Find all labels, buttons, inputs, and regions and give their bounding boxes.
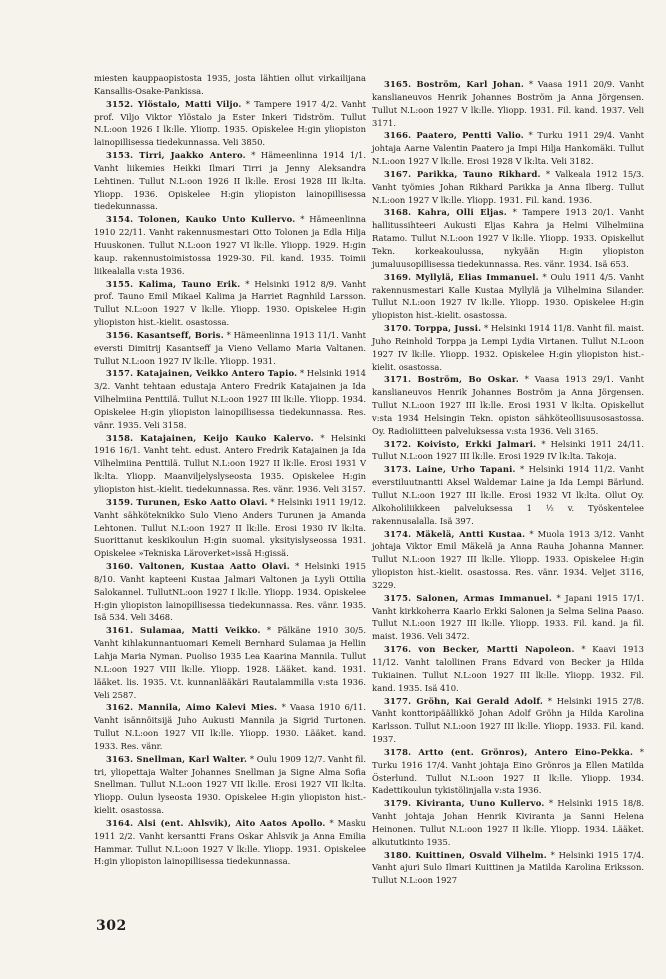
register-entry [94,278,366,329]
entry-heading: 3173. Laine, Urho Tapani. [384,464,516,475]
register-entry [94,560,366,624]
entry-heading: 3175. Salonen, Armas Immanuel. [384,592,552,603]
entry-text: * Helsinki 1915 17/4. Vanht ajuri Sulo Ilmari Kuittinen ja Matilda Karolina Eriksson. Tullut N.L:oon 1927 [372,849,644,886]
entry-heading: 3180. Kuittinen, Osvald Vilhelm. [384,849,547,860]
register-entry [372,322,644,373]
entry-text: * Helsinki 1914 11/2. Vanht everstiluutnantti Aksel Waldemar Laine ja Ida Lempi Bärlund. Tullut N.L:oon 1927 III lk:lle. Erosi 1932 VI lk:lta. Ollut Oy. Alkoholiliikkeen palveluksessa 1 ½ v. Työskentelee rakennusalalla. Isä 397. [372,464,644,526]
entry-text: * Vaasa 1913 29/1. Vanht kanslianeuvos Henrik Johannes Boström ja Anna Jörgensen. Tullut N.L:oon 1927 III lk:lle. Erosi 1931 V lk:lta. Opiskellut v:sta 1934 Helsingin Tekn. opiston sähköteollisuusosastossa. Oy. Radioliitteen palveluksessa v:sta 1936. Veli 3165. [372,374,644,436]
entry-text: * Helsinki 1915 27/8. Vanht konttoripäällikkö Johan Adolf Gröhn ja Hilda Karolina Karlsson. Tullut N.L:oon 1927 III lk:lle. Yliopp. 1933. Fil. kand. 1937. [372,695,645,745]
entry-heading: 3166. Paatero, Pentti Valio. [384,130,524,141]
entry-text: * Helsinki 1911 24/11. Tullut N.L:oon 1927 III lk:lle. Erosi 1929 IV lk:lta. Takoja. [372,438,644,462]
entry-heading: 3159. Turunen, Esko Aatto Olavi. [106,496,268,507]
register-entry [94,213,366,277]
entry-text: * Helsinki 1915 18/8. Vanht johtaja Johan Henrik Kiviranta ja Sanni Helena Heinonen. Tullut N.L:oon 1927 II lk:lle. Yliopp. 1934. Lääket. alkututkinto 1935. [372,798,644,847]
register-entry [94,624,366,701]
entry-heading: 3162. Mannila, Aimo Kalevi Mies. [106,702,278,713]
entry-text: * Turku 1916 17/4. Vanht johtaja Eino Grönros ja Ellen Matilda Österlund. Tullut N.L:oon 1927 II lk:lle. Yliopp. 1934. Kadettikoulun tykistölinjalla v:sta 1936. [372,746,644,796]
register-entry [372,206,644,270]
entry-heading: 3161. Sulamaa, Matti Veikko. [106,625,261,636]
entry-heading: 3172. Koivisto, Erkki Jalmari. [384,438,537,449]
register-entry [372,643,644,694]
register-entry [372,129,644,168]
entry-heading: 3164. Alsi (ent. Ahlsvik), Aito Aatos Apollo. [106,817,326,828]
entry-text: * Helsinki 1914 3/2. Vanht tehtaan edustaja Antero Fredrik Katajainen ja Ida Vilhelmiina Penttilä. Tullut N.L:oon 1927 III lk:lle. Yliopp. 1934. Opiskelee H:gin yliopiston lainopillisessa tiedekunnassa. Res. vänr. 1935. Veli 3158. [94,368,366,430]
register-entry [94,98,366,149]
entry-heading: 3174. Mäkelä, Antti Kustaa. [384,528,526,539]
entry-text: * Oulu 1911 4/5. Vanht rakennusmestari Kalle Kustaa Myllylä ja Vilhelmina Silander. Tullut N.L:oon 1927 IV lk:lle. Yliopp. 1930. Opiskelee H:gin yliopiston hist.-kielit. osastossa. [372,271,645,321]
entry-text: * Pälkäne 1910 30/5. Vanht kihlakunnantuomari Kemeli Bernhard Sulamaa ja Hellin Lahja Maria Nyman. Puoliso 1935 Lea Kaarina Mannila. Tullut N.L:oon 1927 VIII lk:lle. Yliopp. 1928. Lääket. kand. 1931. lääket. lis. 1935. V.t. kunnanlääkäri Rautalammilla v:sta 1936. Veli 2587. [94,625,367,700]
left-column [94,72,366,868]
entry-heading: 3171. Boström, Bo Oskar. [384,374,519,385]
entry-heading: 3158. Katajainen, Keijo Kauko Kalervo. [106,432,314,443]
entry-heading: 3177. Gröhn, Kai Gerald Adolf. [384,695,544,706]
entry-text: * Kaavi 1913 11/12. Vanht talollinen Frans Edvard von Becker ja Hilda Tukiainen. Tullut N.L:oon 1927 III lk:lle. Yliopp. 1932. Fil. kand. 1935. Isä 410. [372,644,644,693]
register-entry [372,463,644,527]
entry-text: * Tampere 1917 4/2. Vanht prof. Viljo Viktor Ylöstalo ja Ester Inkeri Tidström. Tullut N.L:oon 1926 I lk:lle. Ylioпp. 1935. Opiskelee H:gin yliopiston lainopillisessa tiedekunnassa. Veli 3850. [94,98,366,148]
register-entry [94,329,366,368]
entry-text: * Hämeenlinna 1913 11/1. Vanht eversti Dimitrij Kasantseff ja Vieno Vellamo Maria Valtanen. Tullut N.L:oon 1927 IV lk:lle. Yliopp. 1931. [94,329,367,366]
register-entry [94,432,366,496]
entry-text: * Helsinki 1915 8/10. Vanht kapteeni Kustaa Jalmari Valtonen ja Lyyli Ottilia Salokannel. TullutNL:oon 1927 I lk:lle. Yliopp. 1934. Opiskelee H:gin yliopiston lainopillisessa tiedekunnassa. Res. vänr. 1935. Isä 534. Veli 3468. [94,561,366,623]
register-entry [94,496,366,560]
entry-heading: 3153. Tirri, Jaakko Antero. [106,150,246,161]
entry-heading: 3163. Snellman, Karl Walter. [106,753,248,764]
page-number: 302 [96,918,127,934]
register-entry [372,168,644,207]
entry-heading: 3155. Kalima, Tauno Erik. [106,278,241,289]
register-entry [372,271,644,322]
register-entry [94,367,366,431]
entry-text: * Valkeala 1912 15/3. Vanht työmies Johan Rikhard Parikka ja Anna Ilberg. Tullut N.L:oon 1927 V lk:lle. Yliopp. 1931. Fil. kand. 1936. [372,168,644,205]
entry-text: * Hämeenlinna 1910 22/11. Vanht rakennusmestari Otto Tolonen ja Edla Hilja Huuskonen. Tullut N.L:oon 1927 VI lk:lle. Yliopp. 1929. H:gin kaup. rakennustoimistossa 1929-30. Fil. kand. 1935. Toimii liikealalla v:sta 1936. [94,214,366,276]
entry-text: * Japani 1915 17/1. Vanht kirkkoherra Kaarlo Erkki Salonen ja Selma Selina Paaso. Tullut N.L:oon 1927 III lk:lle. Yliopp. 1933. Fil. kand. ja fil. maist. 1936. Veli 3472. [372,592,644,642]
register-entry [372,373,644,437]
register-entry [372,592,644,643]
entry-text: * Masku 1911 2/2. Vanht kersantti Frans Oskar Ahlsvik ja Anna Emilia Hammar. Tullut N.L:oon 1927 V lk:lle. Yliopp. 1931. Opiskelee H:gin yliopiston lainopillisessa tiedekunnassa. [94,817,367,867]
entry-heading: 3156. Kasantseff, Boris. [106,329,224,340]
entry-heading: 3165. Boström, Karl Johan. [384,79,524,89]
entry-heading: 3170. Torppa, Jussi. [384,323,482,334]
entry-text: * Helsinki 1914 11/8. Vanht fil. maist. Juho Reinhold Torppa ja Lempi Lydia Virtanen. Tullut N.L:oon 1927 IV lk:lle. Yliopp. 1932. Opiskelee H:gin yliopiston hist.-kielit. osastossa. [372,323,644,372]
register-entry [372,528,644,592]
register-entry [372,695,644,746]
entry-text: miesten kauppaopistosta 1935, josta lähtien ollut virkailijana Kansallis-Osake-Pankissa. [94,73,366,96]
entry-text: * Oulu 1909 12/7. Vanht fil. tri, yliopettaja Walter Johannes Snellman ja Signe Alma Sofia Snellman. Tullut N.L:oon 1927 VII lk:lle. Erosi 1927 VII lk:lta. Yliopp. Oulun lyseosta 1930. Opiskelee H:gin yliopiston hist.-kielit. osastossa. [94,753,366,816]
entry-text: * Helsinki 1912 8/9. Vanht prof. Tauno Emil Mikael Kalima ja Harriet Ragnhild Larsson. Tullut N.L:oon 1927 V lk:lle. Yliopp. 1930. Opiskelee H:gin yliopiston hist.-kielit. osastossa. [94,278,367,328]
entry-text: * Vaasa 1910 6/11. Vanht isännöitsijä Juho Aukusti Mannila ja Sigrid Turtonen. Tullut N.L:oon 1927 VII lk:lle. Yliopp. 1930. Lääket. kand. 1933. Res. vänr. [94,702,367,751]
entry-heading: 3167. Parikka, Tauno Rikhard. [384,168,541,179]
entry-heading: 3157. Katajainen, Veikko Antero Tapio. [106,368,298,379]
register-entry [94,701,366,752]
entry-text: * Tampere 1913 20/1. Vanht hallitussihteeri Aukusti Eljas Kahra ja Helmi Vilhelmiina Ratamo. Tullut N.L:oon 1927 V lk:lle. Yliopp. 1933. Opiskellut Tekn. korkeakoulussa, nykyään H:gin yliopiston jumaluusopillisessa tiedekunnassa. Res. vänr. 1934. Isä 653. [372,207,644,269]
register-entry [372,78,644,129]
entry-text: * Hämeenlinna 1914 1/1. Vanht liikemies Heikki Ilmari Tirri ja Jenny Aleksandra Lehtinen. Tullut N.L:oon 1926 II lk:lle. Erosi 1928 III lk:lta. Yliopp. 1936. Opiskelee H:gin yliopiston lainopillisessa tiedekunnassa. [94,150,366,212]
entry-heading: 3152. Ylöstalo, Matti Viljo. [106,98,242,109]
entry-heading: 3154. Tolonen, Kauko Unto Kullervo. [106,214,296,225]
register-entry [94,817,366,868]
register-entry [372,746,644,797]
entry-text: * Turku 1911 29/4. Vanht johtaja Aarne Valentin Paatero ja Impi Hilja Hankomäki. Tullut N.L:oon 1927 V lk:lle. Erosi 1928 V lk:lta. Veli 3182. [372,130,644,167]
entry-heading: 3179. Kiviranta, Uuno Kullervo. [384,798,545,809]
entry-heading: 3176. von Becker, Martti Napoleon. [384,644,575,655]
entry-text: * Vaasa 1911 20/9. Vanht kanslianeuvos Henrik Johannes Boström ja Anna Jörgensen. Tullut N.L:oon 1927 V lk:lle. Yliopp. 1931. Fil. kand. 1937. Veli 3171. [372,79,644,128]
entry-heading: 3168. Kahra, Olli Eljas. [384,207,507,218]
entry-heading: 3169. Myllylä, Elias Immanuel. [384,271,539,282]
register-entry [372,849,644,888]
entry-text: * Muola 1913 3/12. Vanht johtaja Viktor Emil Mäkelä ja Anna Rauha Johanna Manner. Tullut N.L:oon 1927 III lk:lle. Yliopp. 1933. Opiskelee H:gin yliopiston hist.-kielit. osastossa. Res. vänr. 1934. Veljet 3116, 3229. [372,528,644,590]
entry-heading: 3160. Valtonen, Kustaa Aatto Olavi. [106,561,290,572]
register-entry [94,753,366,817]
register-entry [372,438,644,464]
register-entry [94,149,366,213]
register-entry [94,72,366,98]
register-entry [372,797,644,848]
entry-heading: 3178. Artto (ent. Grönros), Antero Eino-Pekka. [384,746,634,757]
entry-text: * Helsinki 1916 16/1. Vanht teht. edust. Antero Fredrik Katajainen ja Ida Vilhelmiina Penttilä. Tullut N.L:oon 1927 II lk:lle. Erosi 1931 V lk:lta. Yliopp. Maanviljelyslyseosta 1935. Opiskelee H:gin yliopiston hist.-kielit. tiedekunnassa. Res. vänr. 1936. Veli 3157. [94,432,366,494]
entry-text: * Helsinki 1911 19/12. Vanht sähköteknikko Sulo Vieno Anders Turunen ja Amanda Lehtonen. Tullut N.L:oon 1927 II lk:lle. Erosi 1930 IV lk:lta. Suorittanut keskikoulun H:gin suomal. yksityislyseossa 1931. Opiskelee »Tekniska Läroverket»issä H:gissä. [94,496,366,559]
right-column [372,78,644,887]
